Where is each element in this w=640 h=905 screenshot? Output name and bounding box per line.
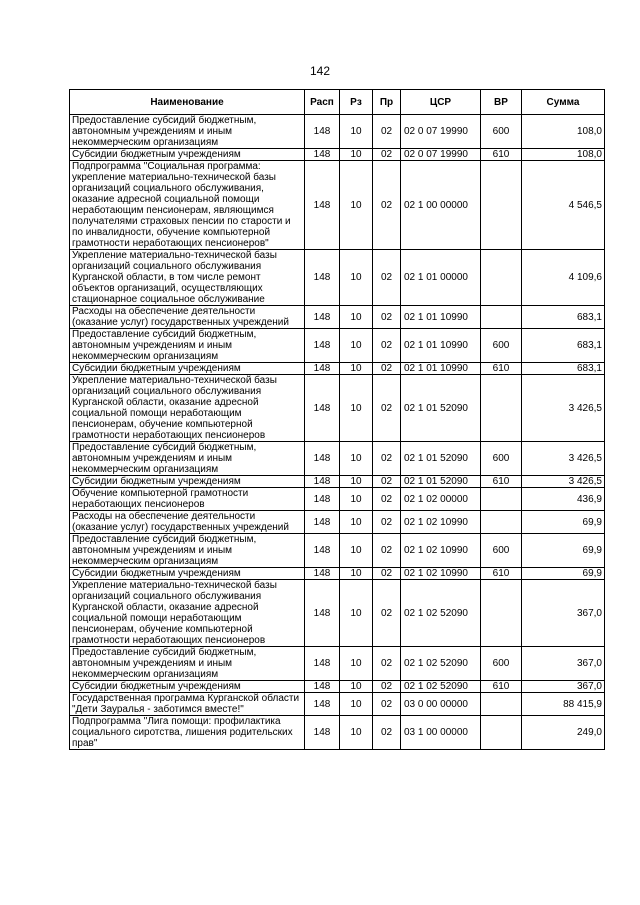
cell-vr: 600 [481,329,522,363]
cell-sum: 69,9 [522,511,605,534]
cell-rasp: 148 [305,161,340,250]
cell-vr [481,511,522,534]
cell-vr: 610 [481,363,522,375]
cell-pr: 02 [373,511,401,534]
cell-csr: 02 1 02 10990 [401,511,481,534]
cell-csr: 02 1 02 52090 [401,647,481,681]
cell-csr: 02 1 01 52090 [401,476,481,488]
cell-csr: 02 0 07 19990 [401,115,481,149]
table-row [70,375,605,442]
cell-pr: 02 [373,115,401,149]
table-row [70,488,605,511]
cell-rz: 10 [340,161,373,250]
cell-sum: 436,9 [522,488,605,511]
column-header-rasp: Расп [305,90,340,115]
cell-rasp: 148 [305,693,340,716]
cell-vr: 610 [481,568,522,580]
cell-rasp: 148 [305,647,340,681]
cell-csr: 02 1 02 10990 [401,534,481,568]
cell-csr: 02 0 07 19990 [401,149,481,161]
cell-rasp: 148 [305,681,340,693]
cell-rasp: 148 [305,534,340,568]
cell-name: Укрепление материально-технической базы организаций социального обслуживания Курганской области, в том числе ремонт объектов организаций, осуществляющих стационарное социальное обслуживание [70,250,305,306]
cell-rasp: 148 [305,442,340,476]
cell-pr: 02 [373,488,401,511]
cell-sum: 108,0 [522,115,605,149]
cell-rz: 10 [340,568,373,580]
cell-rz: 10 [340,375,373,442]
cell-csr: 03 1 00 00000 [401,716,481,750]
cell-vr: 600 [481,442,522,476]
cell-name: Субсидии бюджетным учреждениям [70,149,305,161]
cell-sum: 3 426,5 [522,375,605,442]
cell-rz: 10 [340,647,373,681]
cell-rz: 10 [340,534,373,568]
column-header-pr: Пр [373,90,401,115]
cell-rasp: 148 [305,716,340,750]
cell-csr: 02 1 02 52090 [401,580,481,647]
table-row [70,329,605,363]
cell-vr [481,161,522,250]
cell-csr: 02 1 01 10990 [401,329,481,363]
cell-name: Субсидии бюджетным учреждениям [70,681,305,693]
cell-rz: 10 [340,488,373,511]
cell-pr: 02 [373,534,401,568]
column-header-csr: ЦСР [401,90,481,115]
cell-rasp: 148 [305,250,340,306]
cell-vr [481,250,522,306]
cell-pr: 02 [373,681,401,693]
cell-name: Подпрограмма "Социальная программа: укрепление материально-технической базы организаций социального обслуживания, оказание адресной социальной помощи неработающим пенсионерам, являющимся получателями страховых пенсии по старости и по инвалидности, обучение компьютерной грамотности неработающих пенсионеров" [70,161,305,250]
cell-vr [481,306,522,329]
budget-table [69,89,605,750]
cell-vr [481,693,522,716]
cell-rasp: 148 [305,568,340,580]
cell-rz: 10 [340,716,373,750]
cell-pr: 02 [373,476,401,488]
cell-pr: 02 [373,647,401,681]
cell-pr: 02 [373,329,401,363]
cell-rasp: 148 [305,580,340,647]
cell-rasp: 148 [305,149,340,161]
cell-name: Государственная программа Курганской области "Дети Зауралья - заботимся вместе!" [70,693,305,716]
cell-name: Субсидии бюджетным учреждениям [70,363,305,375]
table-row [70,681,605,693]
cell-vr: 610 [481,681,522,693]
cell-pr: 02 [373,580,401,647]
cell-pr: 02 [373,363,401,375]
column-header-sum: Сумма [522,90,605,115]
cell-pr: 02 [373,375,401,442]
cell-csr: 02 1 02 10990 [401,568,481,580]
table-row [70,511,605,534]
cell-vr: 610 [481,476,522,488]
cell-sum: 683,1 [522,306,605,329]
table-row [70,716,605,750]
cell-name: Укрепление материально-технической базы организаций социального обслуживания Курганской области, оказание адресной социальной помощи неработающим пенсионерам, обучение компьютерной грамотности неработающих пенсионеров [70,375,305,442]
table-row [70,149,605,161]
cell-sum: 4 109,6 [522,250,605,306]
cell-vr: 600 [481,115,522,149]
cell-sum: 3 426,5 [522,476,605,488]
cell-name: Обучение компьютерной грамотности неработающих пенсионеров [70,488,305,511]
cell-sum: 108,0 [522,149,605,161]
cell-name: Подпрограмма "Лига помощи: профилактика социального сиротства, лишения родительских прав" [70,716,305,750]
table-row [70,115,605,149]
cell-vr [481,716,522,750]
cell-sum: 4 546,5 [522,161,605,250]
column-header-vr: ВР [481,90,522,115]
cell-rz: 10 [340,511,373,534]
cell-csr: 02 1 02 52090 [401,681,481,693]
cell-rasp: 148 [305,363,340,375]
cell-rasp: 148 [305,511,340,534]
cell-pr: 02 [373,716,401,750]
cell-name: Предоставление субсидий бюджетным, автономным учреждениям и иным некоммерческим организациям [70,329,305,363]
cell-rz: 10 [340,580,373,647]
cell-pr: 02 [373,161,401,250]
cell-sum: 367,0 [522,647,605,681]
cell-csr: 02 1 01 00000 [401,250,481,306]
cell-rz: 10 [340,329,373,363]
cell-pr: 02 [373,693,401,716]
cell-sum: 88 415,9 [522,693,605,716]
cell-vr [481,580,522,647]
cell-pr: 02 [373,442,401,476]
cell-pr: 02 [373,306,401,329]
cell-name: Расходы на обеспечение деятельности (оказание услуг) государственных учреждений [70,511,305,534]
cell-rasp: 148 [305,488,340,511]
page-number: 142 [309,64,331,78]
cell-sum: 69,9 [522,568,605,580]
cell-pr: 02 [373,149,401,161]
cell-rz: 10 [340,681,373,693]
cell-rz: 10 [340,693,373,716]
cell-csr: 02 1 01 10990 [401,306,481,329]
cell-name: Предоставление субсидий бюджетным, автономным учреждениям и иным некоммерческим организациям [70,647,305,681]
table-row [70,442,605,476]
cell-rz: 10 [340,442,373,476]
cell-csr: 02 1 01 52090 [401,375,481,442]
cell-rasp: 148 [305,375,340,442]
cell-vr [481,488,522,511]
table-header-row [70,90,605,115]
cell-vr: 610 [481,149,522,161]
cell-sum: 69,9 [522,534,605,568]
cell-name: Субсидии бюджетным учреждениям [70,476,305,488]
cell-rz: 10 [340,115,373,149]
table-row [70,363,605,375]
table-row [70,534,605,568]
table-row [70,306,605,329]
cell-pr: 02 [373,568,401,580]
cell-rz: 10 [340,476,373,488]
column-header-name: Наименование [70,90,305,115]
cell-name: Предоставление субсидий бюджетным, автономным учреждениям и иным некоммерческим организациям [70,442,305,476]
cell-rz: 10 [340,363,373,375]
cell-sum: 367,0 [522,681,605,693]
cell-name: Субсидии бюджетным учреждениям [70,568,305,580]
cell-sum: 3 426,5 [522,442,605,476]
cell-name: Расходы на обеспечение деятельности (оказание услуг) государственных учреждений [70,306,305,329]
table-row [70,580,605,647]
cell-csr: 02 1 01 10990 [401,363,481,375]
cell-name: Предоставление субсидий бюджетным, автономным учреждениям и иным некоммерческим организациям [70,115,305,149]
cell-rasp: 148 [305,329,340,363]
column-header-rz: Рз [340,90,373,115]
cell-sum: 683,1 [522,363,605,375]
cell-name: Предоставление субсидий бюджетным, автономным учреждениям и иным некоммерческим организациям [70,534,305,568]
table-row [70,161,605,250]
cell-rasp: 148 [305,115,340,149]
cell-sum: 367,0 [522,580,605,647]
cell-rz: 10 [340,149,373,161]
cell-rz: 10 [340,306,373,329]
cell-csr: 02 1 02 00000 [401,488,481,511]
table-row [70,568,605,580]
cell-vr: 600 [481,534,522,568]
cell-rasp: 148 [305,306,340,329]
cell-csr: 02 1 01 52090 [401,442,481,476]
cell-vr: 600 [481,647,522,681]
cell-vr [481,375,522,442]
cell-csr: 02 1 00 00000 [401,161,481,250]
cell-rasp: 148 [305,476,340,488]
table-row [70,476,605,488]
table-row [70,250,605,306]
cell-sum: 249,0 [522,716,605,750]
table-row [70,647,605,681]
table-row [70,693,605,716]
cell-rz: 10 [340,250,373,306]
cell-name: Укрепление материально-технической базы организаций социального обслуживания Курганской области, оказание адресной социальной помощи неработающим пенсионерам, обучение компьютерной грамотности неработающих пенсионеров [70,580,305,647]
cell-sum: 683,1 [522,329,605,363]
cell-pr: 02 [373,250,401,306]
cell-csr: 03 0 00 00000 [401,693,481,716]
